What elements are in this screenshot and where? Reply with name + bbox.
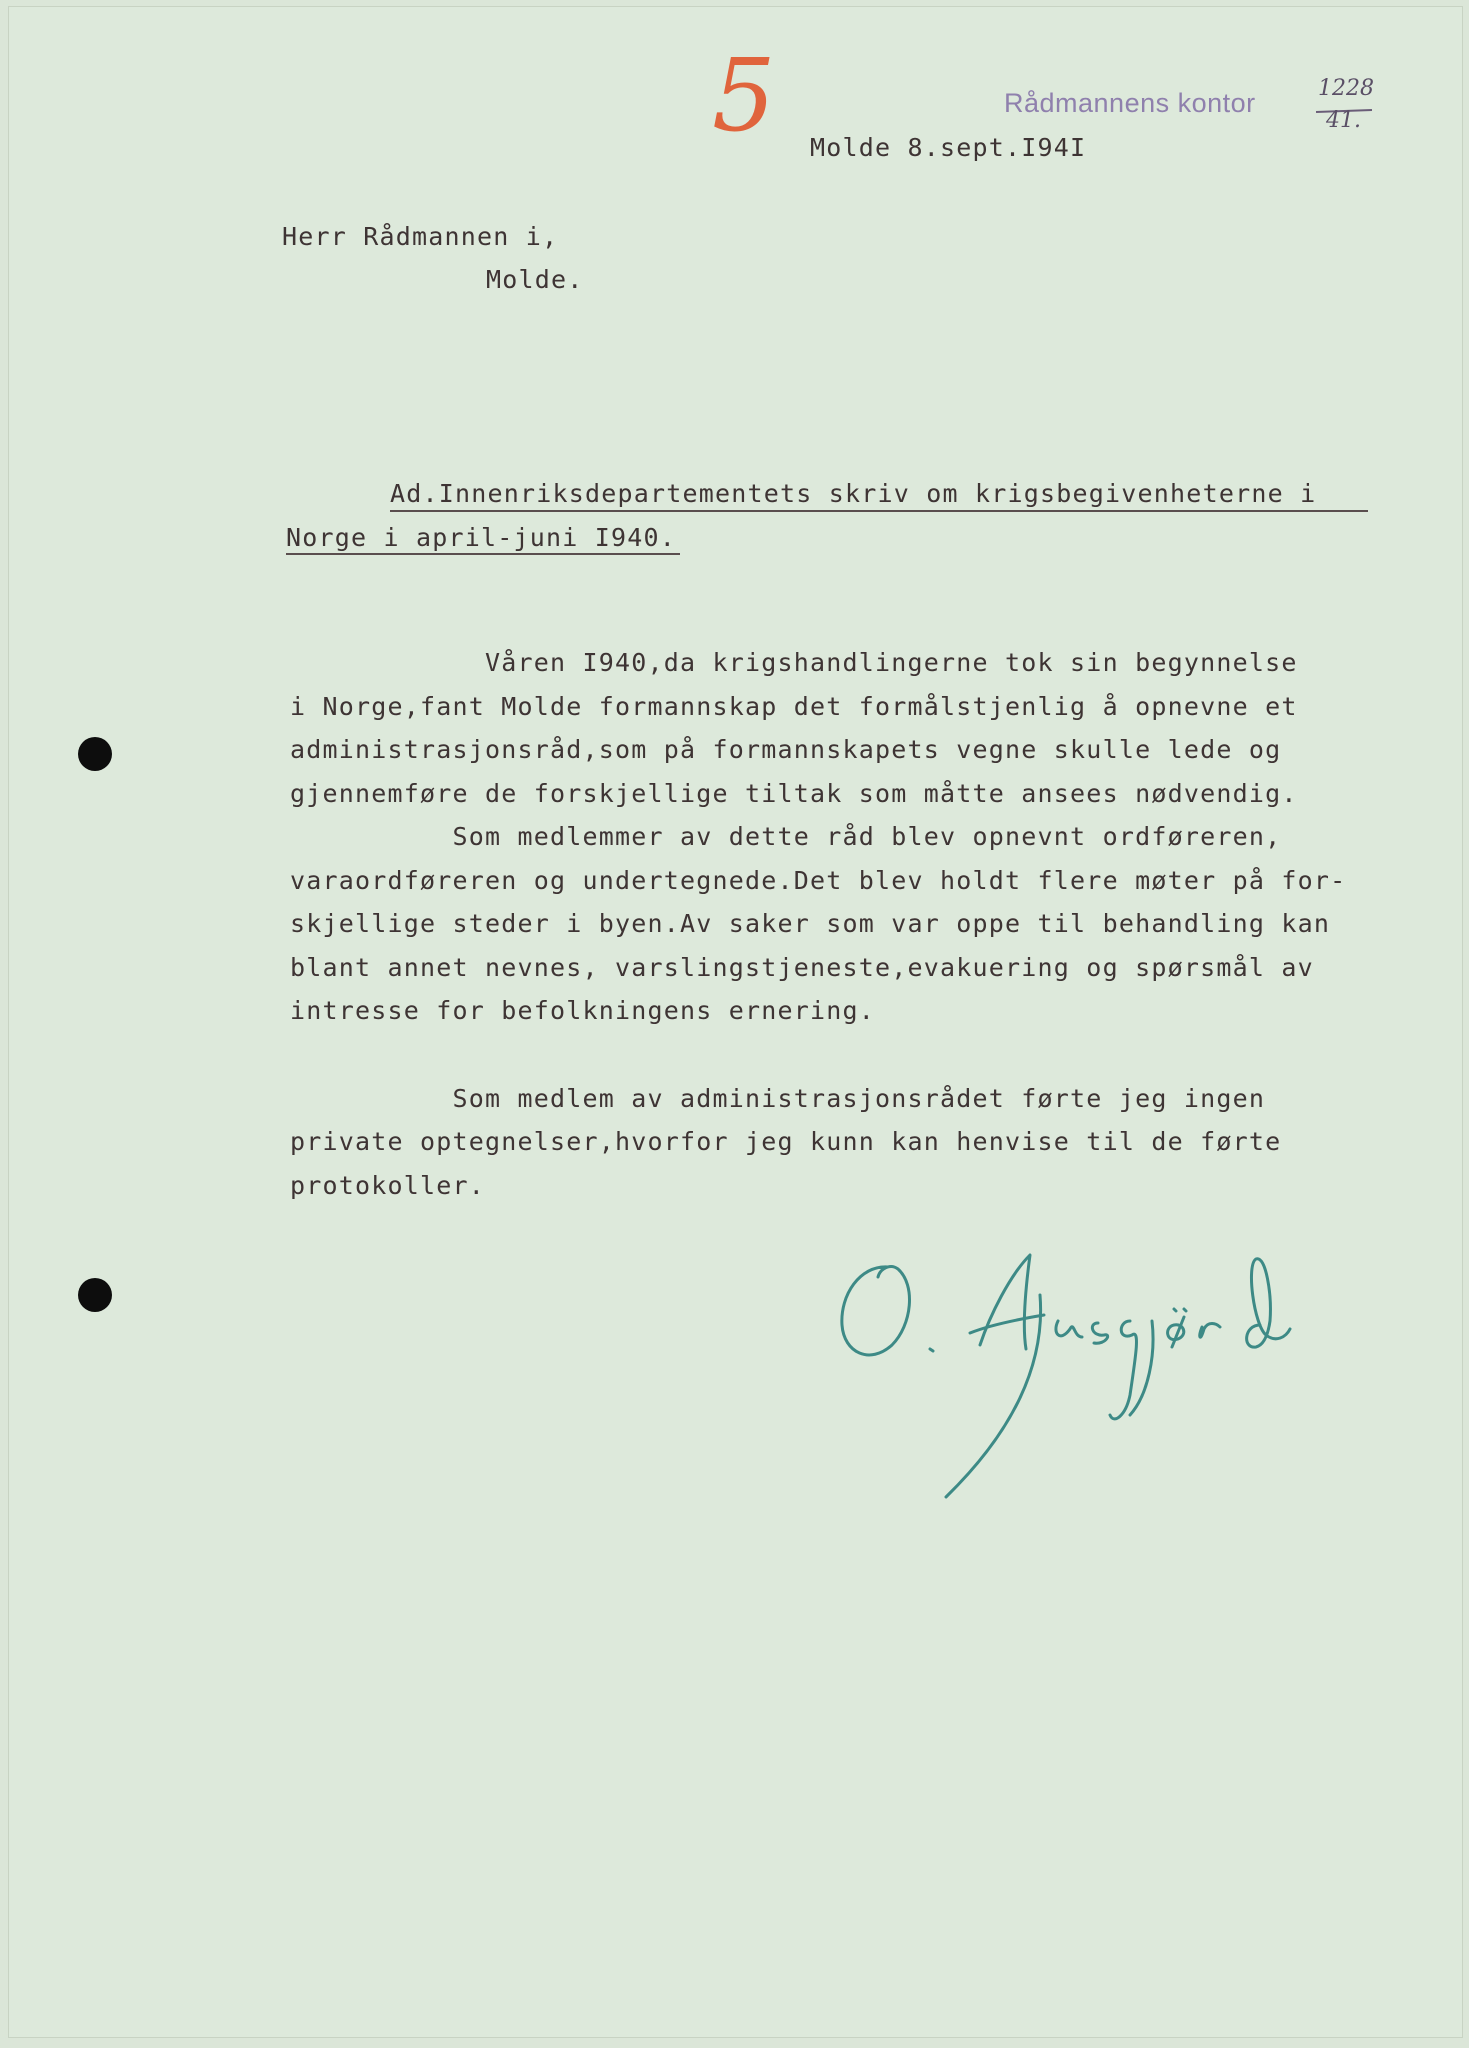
punch-hole [78,737,112,771]
date-line: Molde 8.sept.I94I [810,133,1087,162]
subject-underline [390,510,1368,512]
body-line: i Norge,fant Molde formannskap det formålstjenlig å opnevne et [290,692,1298,721]
subject-underline [286,553,680,555]
body-line: Våren I940,da krigshandlingerne tok sin begynnelse [290,648,1298,677]
body-line: varaordføreren og undertegnede.Det blev holdt flere møter på for- [290,866,1347,895]
body-line: private optegnelser,hvorfor jeg kunn kan henvise til de førte [290,1127,1282,1156]
body-line: administrasjonsråd,som på formannskapets vegne skulle lede og [290,735,1282,764]
page-number: 5 [712,37,776,154]
addressee-line: Herr Rådmannen i, [282,222,559,251]
body-line: blant annet nevnes, varslingstjeneste,evakuering og spørsmål av [290,953,1314,982]
body-line: Som medlemmer av dette råd blev opnevnt ordføreren, [290,822,1282,851]
body-line: intresse for befolkningens ernering. [290,996,876,1025]
office-stamp: Rådmannens kontor [1004,88,1256,118]
body-line: gjennemføre de forskjellige tiltak som måtte ansees nødvendig. [290,779,1298,808]
stamp-number-bottom: 41. [1326,108,1361,133]
body-line: protokoller. [290,1171,486,1200]
body-line: skjellige steder i byen.Av saker som var oppe til behandling kan [290,909,1331,938]
handwritten-signature [830,1225,1310,1525]
body-line: Som medlem av administrasjonsrådet førte jeg ingen [290,1084,1266,1113]
subject-line: Norge i april-juni I940. [286,523,677,552]
stamp-number-top: 1228 [1318,76,1374,101]
punch-hole [78,1278,112,1312]
addressee-line: Molde. [486,265,584,294]
subject-line: Ad.Innenriksdepartementets skriv om krigsbegivenheterne i [390,479,1317,508]
